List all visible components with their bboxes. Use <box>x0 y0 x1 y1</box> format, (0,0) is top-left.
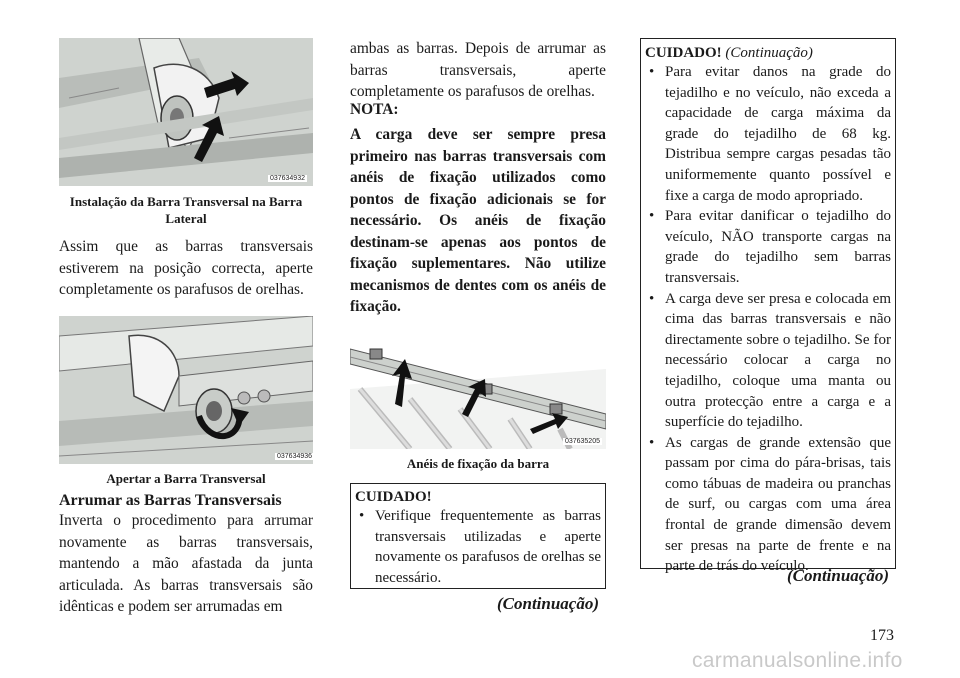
section-heading: Arrumar as Barras Transversais <box>59 492 282 509</box>
page-number: 173 <box>870 627 894 644</box>
caution-title <box>645 45 891 62</box>
figure-code: 037635205 <box>564 438 600 445</box>
continued-label: (Continuação) <box>787 566 890 585</box>
caution-list <box>645 62 891 577</box>
body-paragraph: ambas as barras. Depois de arrumar as barras transversais, aperte completamente os parafusos de orelhas. <box>350 40 606 100</box>
caution-box <box>350 483 606 589</box>
figure-caption: Anéis de fixação da barra <box>406 456 550 471</box>
note-label: NOTA: <box>350 101 399 118</box>
caution-item: • As cargas de grande extensão que passam por cima do pára-brisas, tais como tábuas de madeira ou pranchas de surf, ou cargas com uma área frontal de grande dimensão devem ser presas na parte de frente e na parte de trás do veículo. <box>645 433 891 577</box>
figure-code: 037634932 <box>269 175 305 182</box>
figure-caption: Apertar a Barra Transversal <box>106 471 266 486</box>
figure-tighten-crossbar <box>59 316 313 464</box>
figure-tie-down-loops <box>350 329 606 449</box>
caution-item: • Para evitar danificar o tejadilho do veículo, NÃO transporte cargas na grade do tejadilho sem barras transversais. <box>645 206 891 288</box>
caution-box-continued <box>640 38 896 575</box>
caution-title-continued: (Continuação) <box>725 45 813 61</box>
figure-roof-rack-install <box>59 38 313 186</box>
continued-label: (Continuação) <box>497 594 600 613</box>
caution-list <box>355 506 601 588</box>
figure-code: 037634936 <box>277 453 313 460</box>
caution-title-text: CUIDADO! <box>645 45 722 61</box>
watermark: carmanualsonline.info <box>692 649 903 672</box>
note-text: A carga deve ser sempre presa primeiro nas barras transversais com anéis de fixação utilizados como pontos de fixação adicionais se for necessário. Os anéis de fixação destinam-se apenas aos pontos de fixação suplementares. Não utilize mecanismos de dentes com os anéis de fixação. <box>350 126 606 315</box>
caution-item: • Para evitar danos na grade do tejadilho e no veículo, não exceda a capacidade de carga máxima da grade do tejadilho de 68 kg. Distribua sempre cargas pesadas tão uniformemente quanto possível e fixe a carga de modo apropriado. <box>645 62 891 206</box>
body-paragraph: Inverta o procedimento para arrumar novamente as barras transversais, mantendo a mão afastada da junta articulada. As barras transversais são idênticas e podem ser arrumadas em <box>59 512 313 615</box>
figure-caption: Instalação da Barra Transversal na Barra Lateral <box>69 194 303 226</box>
caution-item: • Verifique frequentemente as barras transversais utilizadas e aperte novamente os parafusos de orelhas se necessário. <box>355 506 601 588</box>
caution-title: CUIDADO! <box>355 489 432 505</box>
body-paragraph: Assim que as barras transversais estiverem na posição correcta, aperte completamente os parafusos de orelhas. <box>59 238 313 298</box>
caution-item: • A carga deve ser presa e colocada em cima das barras transversais e não directamente sobre o tejadilho. Se for necessário colocar a carga no tejadilho, coloque uma manta ou outra protecção entre a carga e a superfície do tejadilho. <box>645 289 891 433</box>
